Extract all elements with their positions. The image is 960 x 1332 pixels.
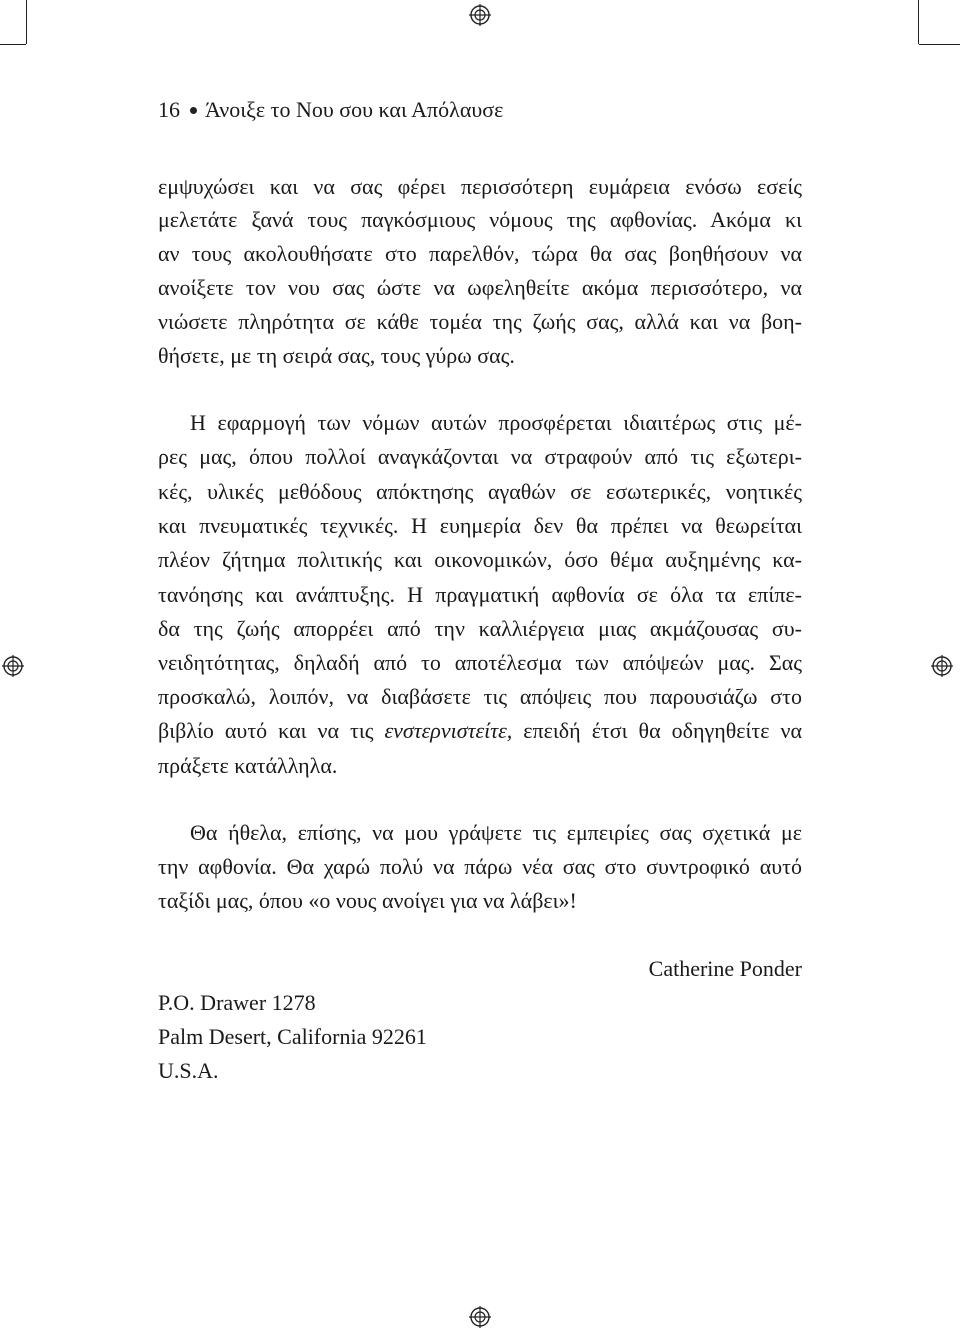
text-line: κές, υλικές μεθόδους απόκτησης αγαθών σε εσωτερικές, νοητικές [158, 479, 802, 504]
text-line: νειδητότητας, δηλαδή από το αποτέλεσμα των απόψεών μας. Σας [158, 650, 802, 675]
registration-mark-icon [2, 655, 24, 677]
text-line: εμψυχώσει και να σας φέρει περισσότερη ευμάρεια ενόσω εσείς [158, 174, 802, 199]
text-line: Η εφαρμογή των νόμων αυτών προσφέρεται ιδιαιτέρως στις μέ- [190, 410, 802, 435]
registration-mark-icon [469, 1306, 491, 1328]
page-number: 16 [158, 97, 180, 122]
text-line: μελετάτε ξανά τους παγκόσμιους νόμους της αφθονίας. Ακόμα κι [158, 207, 802, 232]
text-line: ταξίδι μας, όπου «ο νους ανοίγει για να λάβει»! [158, 888, 577, 913]
registration-mark-icon [469, 4, 491, 26]
text-line: προσκαλώ, λοιπόν, να διαβάσετε τις απόψεις που παρουσιάζω στο [158, 684, 802, 709]
text-line: δα της ζωής απορρέει από την καλλιέργεια μιας ακμάζουσας συ- [158, 616, 802, 641]
address-line: P.O. Drawer 1278 [158, 990, 316, 1015]
text-segment: βιβλίο αυτό και να τις [158, 718, 385, 743]
text-line: πράξετε κατάλληλα. [158, 753, 338, 778]
text-line: τανόησης και ανάπτυξης. Η πραγματική αφθονία σε όλα τα επίπε- [158, 582, 802, 607]
address-line: Palm Desert, California 92261 [158, 1024, 427, 1049]
text-line: και πνευματικές τεχνικές. Η ευημερία δεν θα πρέπει να θεωρείται [158, 513, 802, 538]
text-line: την αφθονία. Θα χαρώ πολύ να πάρω νέα σας στο συντροφικό αυτό [158, 854, 802, 879]
crop-mark [26, 0, 27, 44]
crop-mark [918, 0, 919, 44]
text-line: Θα ήθελα, επίσης, να μου γράψετε τις εμπειρίες σας σχετικά με [190, 820, 802, 845]
signature: Catherine Ponder [648, 956, 802, 981]
bullet-icon [190, 107, 197, 114]
text-line: ρες μας, όπου πολλοί αναγκάζονται να στραφούν από τις εξωτερι- [158, 444, 802, 469]
italic-term: ενστερνιστείτε, [384, 718, 513, 743]
text-line: πλέον ζήτημα πολιτικής και οικονομικών, όσο θέμα αυξημένης κα- [158, 547, 802, 572]
running-header [158, 95, 503, 125]
text-line: θήσετε, με τη σειρά σας, τους γύρω σας. [158, 343, 515, 368]
text-line: ανοίξετε τον νου σας ώστε να ωφεληθείτε ακόμα περισσότερο, να [158, 275, 802, 300]
registration-mark-icon [931, 655, 953, 677]
text-segment: επειδή έτσι θα οδηγηθείτε να [512, 718, 802, 743]
crop-mark [0, 44, 26, 45]
running-title: Άνοιξε το Νου σου και Απόλαυσε [205, 97, 504, 122]
address-line: U.S.A. [158, 1058, 219, 1083]
text-line [158, 714, 802, 748]
crop-mark [919, 44, 960, 45]
text-line: αν τους ακολουθήσατε στο παρελθόν, τώρα θα σας βοηθήσουν να [158, 241, 802, 266]
text-line: νιώσετε πληρότητα σε κάθε τομέα της ζωής σας, αλλά και να βοη- [158, 309, 802, 334]
